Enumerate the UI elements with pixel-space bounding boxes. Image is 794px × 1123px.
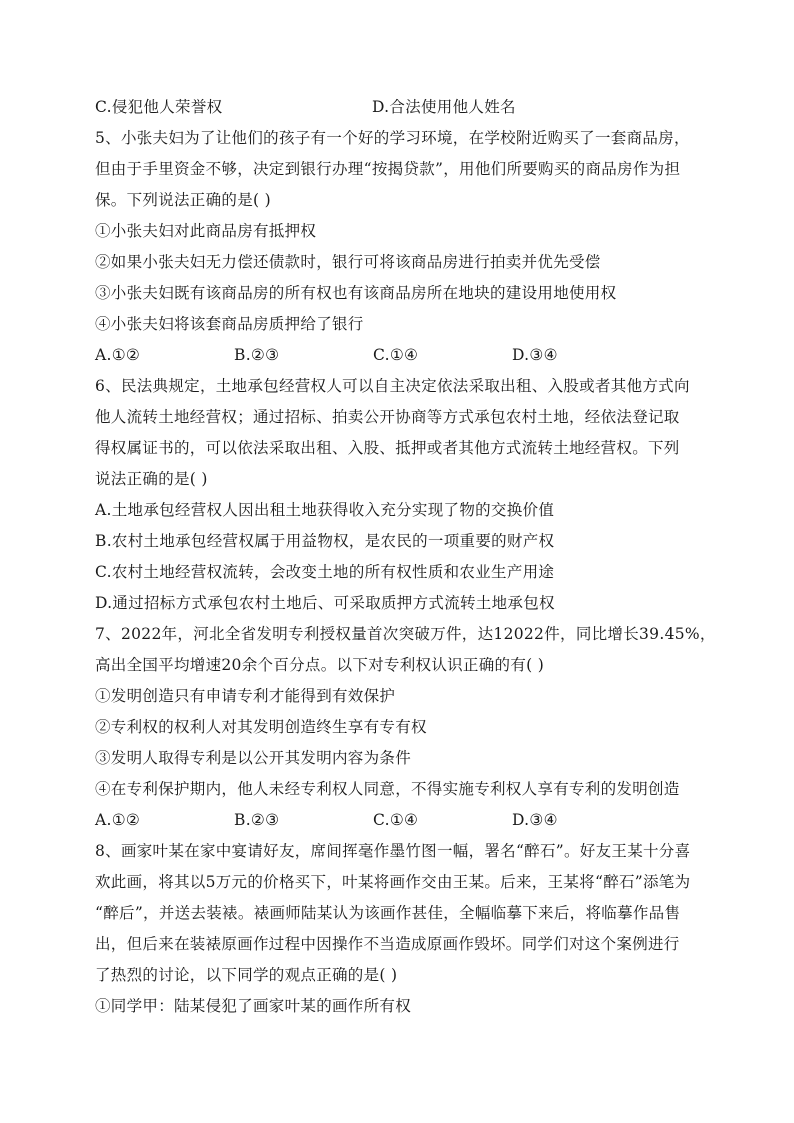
question-5	[95, 123, 705, 371]
option-d: D.③④	[512, 346, 558, 364]
question-stem-line: 了热烈的讨论，以下同学的观点正确的是( )	[95, 966, 398, 984]
option-d: D.合法使用他人姓名	[372, 98, 516, 116]
question-stem-line: “醉后”，并送去装裱。裱画师陆某认为该画作甚佳，全幅临摹下来后，将临摹作品售	[95, 904, 681, 922]
question-stem-line: 7、2022年，河北全省发明专利授权量首次突破万件，达12022件，同比增长39.45%，	[95, 625, 716, 643]
statement-2: ②如果小张夫妇无力偿还债款时，银行可将该商品房进行拍卖并优先受偿	[95, 253, 601, 271]
question-stem-line: 欢此画，将其以5万元的价格买下，叶某将画作交由王某。后来，王某将“醉石”添笔为	[95, 873, 691, 891]
option-a: A.土地承包经营权人因出租土地获得收入充分实现了物的交换价值	[95, 501, 555, 519]
statement-1: ①同学甲：陆某侵犯了画家叶某的画作所有权	[95, 997, 412, 1015]
question-8	[95, 836, 705, 1022]
question-stem-line: 出，但后来在装裱原画作过程中因操作不当造成原画作毁坏。同学们对这个案例进行	[95, 935, 680, 953]
option-c: C.①④	[373, 811, 419, 829]
statement-3: ③发明人取得专利是以公开其发明内容为条件	[95, 749, 412, 767]
option-d: D.③④	[512, 811, 558, 829]
answer-options	[95, 340, 705, 371]
statement-1: ①发明创造只有申请专利才能得到有效保护	[95, 687, 396, 705]
question-stem-line: 说法正确的是( )	[95, 470, 208, 488]
question-stem-line: 6、民法典规定，土地承包经营权人可以自主决定依法采取出租、入股或者其他方式向	[95, 377, 690, 395]
statement-2: ②专利权的权利人对其发明创造终生享有专有权	[95, 718, 427, 736]
option-b: B.农村土地承包经营权属于用益物权，是农民的一项重要的财产权	[95, 532, 555, 550]
question-stem-line: 5、小张夫妇为了让他们的孩子有一个好的学习环境，在学校附近购买了一套商品房，	[95, 129, 690, 147]
exam-page	[95, 92, 716, 1022]
statement-3: ③小张夫妇既有该商品房的所有权也有该商品房所在地块的建设用地使用权	[95, 284, 617, 302]
question-stem-line: 保。下列说法正确的是( )	[95, 191, 271, 209]
option-c: C.侵犯他人荣誉权	[95, 98, 223, 116]
question-stem-line: 但由于手里资金不够，决定到银行办理“按揭贷款”，用他们所要购买的商品房作为担	[95, 160, 681, 178]
statement-1: ①小张夫妇对此商品房有抵押权	[95, 222, 317, 240]
question-stem-line: 他人流转土地经营权；通过招标、拍卖公开协商等方式承包农村土地，经依法登记取	[95, 408, 680, 426]
option-b: B.②③	[234, 346, 280, 364]
option-c: C.①④	[373, 346, 419, 364]
question-stem-line: 得权属证书的，可以依法采取出租、入股、抵押或者其他方式流转土地经营权。下列	[95, 439, 680, 457]
option-a: A.①②	[95, 346, 141, 364]
question-stem-line: 8、画家叶某在家中宴请好友，席间挥毫作墨竹图一幅，署名“醉石”。好友王某十分喜	[95, 842, 691, 860]
option-d: D.通过招标方式承包农村土地后、可采取质押方式流转土地承包权	[95, 594, 555, 612]
answer-options	[95, 805, 705, 836]
statement-4: ④小张夫妇将该套商品房质押给了银行	[95, 315, 364, 333]
option-c: C.农村土地经营权流转，会改变土地的所有权性质和农业生产用途	[95, 563, 555, 581]
q4-options	[95, 92, 705, 123]
option-a: A.①②	[95, 811, 141, 829]
question-stem-line: 高出全国平均增速20余个百分点。以下对专利权认识正确的有( )	[95, 656, 545, 674]
question-7	[95, 619, 716, 836]
statement-4: ④在专利保护期内，他人未经专利权人同意，不得实施专利权人享有专利的发明创造	[95, 780, 680, 798]
option-b: B.②③	[234, 811, 280, 829]
question-6	[95, 371, 705, 619]
